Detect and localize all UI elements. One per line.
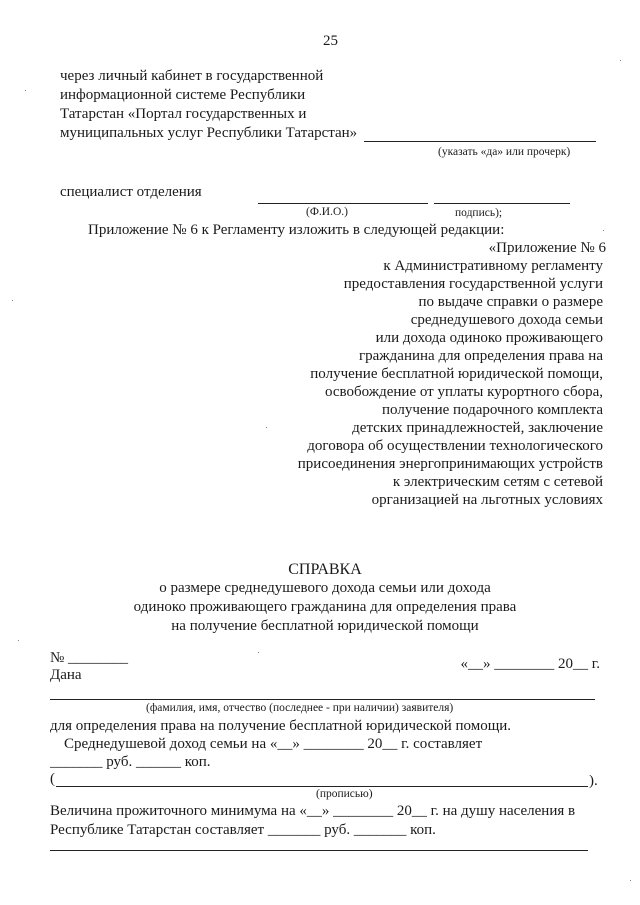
applicant-caption: (фамилия, имя, отчество (последнее - при наличии) заявителя) [146,702,454,714]
annex-line: или дохода одиноко проживающего [375,330,603,346]
certificate-date: «__» ________ 20__ г. [460,656,600,672]
portal-line-3: Татарстан «Портал государственных и [60,106,307,122]
portal-hint: (указать «да» или прочерк) [438,146,571,158]
certificate-title: СПРАВКА [288,561,362,578]
minimum-line-1: Величина прожиточного минимума на «__» ________ 20__ г. на душу населения в [50,803,576,819]
annex-line: предоставления государственной услуги [343,276,603,292]
fio-line [258,203,428,204]
amendment-text: Приложение № 6 к Регламенту изложить в следующей редакции: [88,222,505,238]
annex-line: к Административному регламенту [383,258,603,274]
annex-line: детских принадлежностей, заключение [352,420,603,436]
income-line: Среднедушевой доход семьи на «__» ________ 20__ г. составляет [64,736,483,752]
certificate-subtitle-1: о размере среднедушевого дохода семьи или дохода [159,580,491,596]
applicant-line [50,699,595,700]
open-paren: ( [50,771,55,787]
certificate-subtitle-3: на получение бесплатной юридической помощи [171,618,479,634]
portal-line-1: через личный кабинет в государственной [60,68,324,84]
bottom-line [50,850,588,851]
signature-line [434,203,570,204]
words-caption: (прописью) [316,788,373,800]
close-paren: ). [589,773,598,789]
annex-line: получение подарочного комплекта [382,402,603,418]
specialist-label: специалист отделения [60,184,202,200]
annex-line: получение бесплатной юридической помощи, [310,366,603,382]
portal-answer-line [364,141,596,142]
annex-line: среднедушевого дохода семьи [410,312,603,328]
annex-line: по выдаче справки о размере [418,294,603,310]
issued-label: Дана [50,667,82,683]
annex-line: к электрическим сетям с сетевой [392,474,603,490]
fio-caption: (Ф.И.О.) [306,206,348,218]
words-line [56,786,588,787]
income-amount: _______ руб. ______ коп. [50,754,211,770]
annex-line: освобождение от уплаты курортного сбора, [324,384,603,400]
certificate-subtitle-2: одиноко проживающего гражданина для определения права [133,599,517,615]
annex-line: присоединения энергопринимающих устройств [297,456,603,472]
annex-line: «Приложение № 6 [488,240,606,256]
annex-line: организацией на льготных условиях [371,492,603,508]
purpose-text: для определения права на получение бесплатной юридической помощи. [50,718,512,734]
certificate-number: № ________ [50,650,129,666]
signature-caption: подпись); [455,207,503,219]
minimum-line-2: Республике Татарстан составляет _______ руб. _______ коп. [50,822,436,838]
annex-line: договора об осуществлении технологического [307,438,603,454]
annex-line: гражданина для определения права на [358,348,603,364]
portal-line-2: информационной системе Республики [60,87,306,103]
page-number: 25 [323,33,338,49]
portal-line-4: муниципальных услуг Республики Татарстан» [60,125,358,141]
